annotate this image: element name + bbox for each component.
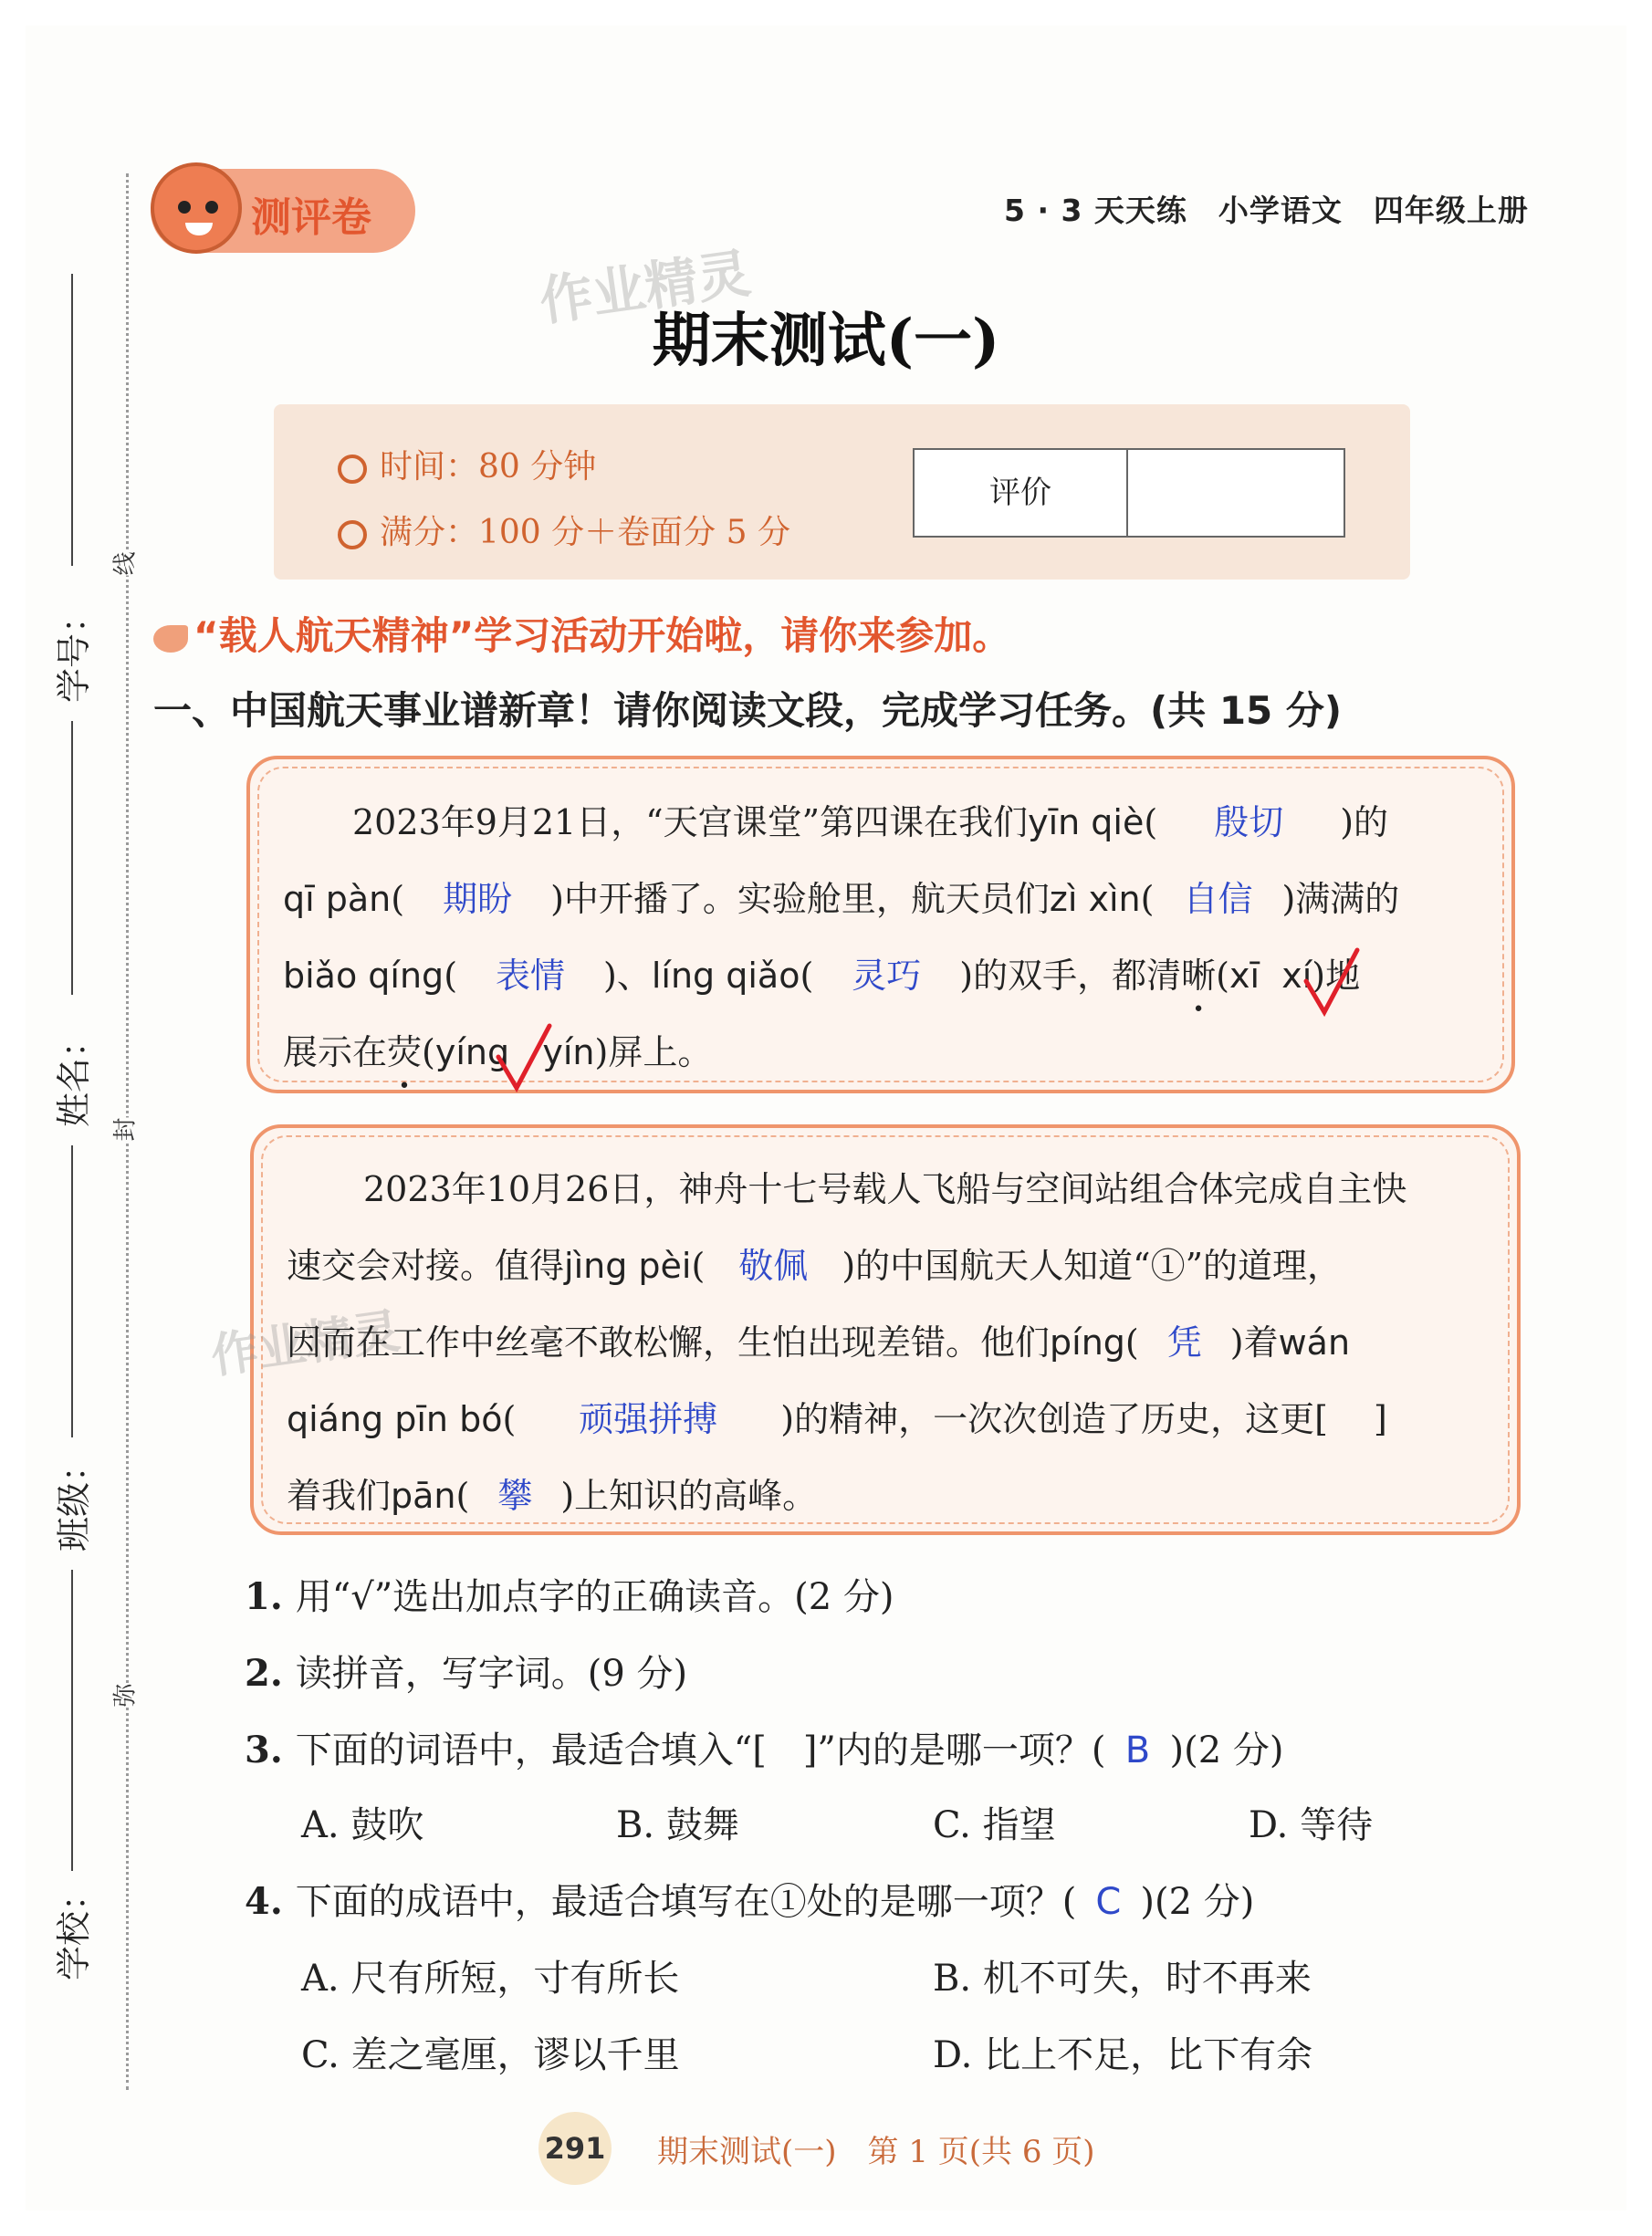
q4-option-c[interactable]: C. 差之毫厘，谬以千里 <box>301 2034 680 2076</box>
answer-qipan[interactable]: 期盼 <box>443 879 513 919</box>
cut-mark-line: 线 <box>103 551 144 575</box>
answer-wanqiang[interactable]: 顽强拼搏 <box>579 1399 718 1439</box>
option-ying[interactable]: yíng <box>434 1032 510 1072</box>
option-yin[interactable]: yín <box>542 1032 595 1072</box>
q4-option-a[interactable]: A. 尺有所短，寸有所长 <box>301 1958 680 2000</box>
passage2-line1: 2023年10月26日，神舟十七号载人飞船与空间站组合体完成自主快 <box>363 1169 1407 1209</box>
evaluation-field[interactable] <box>1128 450 1344 536</box>
score-text: 满分：100 分＋卷面分 5 分 <box>380 514 790 551</box>
answer-lingqiao[interactable]: 灵巧 <box>852 956 922 996</box>
q3-option-d[interactable]: D. 等待 <box>1249 1804 1374 1846</box>
watermark-logo-2: 作业精灵 <box>207 1303 403 1385</box>
name-label: 姓名： <box>54 1022 94 1127</box>
q3-option-a[interactable]: A. 鼓吹 <box>301 1804 424 1846</box>
passage1-line4: 展示在荧(yíng yín)屏上。 <box>283 1032 713 1072</box>
school-label: 学校： <box>54 1876 94 1980</box>
q3-option-c[interactable]: C. 指望 <box>933 1804 1056 1846</box>
time-row <box>338 441 596 487</box>
passage1-line2: qī pàn( 期盼 )中开播了。实验舱里，航天员们zì xìn( 自信 )满满的 <box>283 871 1399 921</box>
answer-q3[interactable]: B <box>1124 1729 1151 1771</box>
answer-ping[interactable]: 凭 <box>1166 1322 1202 1363</box>
passage2-line3: 因而在工作中丝毫不敢松懈，生怕出现差错。他们píng( 凭 )着wán <box>287 1314 1350 1364</box>
answer-zixin[interactable]: 自信 <box>1183 879 1253 919</box>
cartoon-boy-icon <box>151 162 242 254</box>
q4-option-b[interactable]: B. 机不可失，时不再来 <box>933 1958 1312 2000</box>
watermark-logo: 作业精灵 <box>536 242 755 333</box>
school-line <box>71 1570 73 1871</box>
footer-text: 期末测试(一) 第 1 页(共 6 页) <box>657 2134 1095 2170</box>
evaluation-box <box>913 448 1345 538</box>
q3-option-b[interactable]: B. 鼓舞 <box>616 1804 739 1846</box>
dotted-char-xi: 晰 <box>1181 956 1217 996</box>
answer-pan[interactable]: 攀 <box>497 1476 533 1516</box>
question-2: 2. 读拼音，写字词。(9 分) <box>245 1652 688 1695</box>
clock-icon <box>338 455 367 484</box>
passage1-line3: biǎo qíng( 表情 )、líng qiǎo( 灵巧 )的双手，都清晰(xī xí)地 <box>283 947 1360 998</box>
book-series: 5 · 3 天天练 小学语文 四年级上册 <box>1004 193 1529 228</box>
evaluation-label: 评价 <box>915 450 1128 536</box>
question-3: 3. 下面的词语中，最适合填入“[ ]”内的是哪一项？( B )(2 分) <box>245 1729 1284 1771</box>
student-id-label: 学号： <box>54 598 94 703</box>
cut-mark-secret: 弥 <box>103 1683 144 1707</box>
check-circle-icon <box>338 520 367 549</box>
exam-info-box <box>274 404 1410 580</box>
answer-biaoqing[interactable]: 表情 <box>496 956 566 996</box>
answer-yinqie[interactable]: 殷切 <box>1214 802 1284 842</box>
score-row <box>338 507 790 553</box>
section-heading: 一、中国航天事业谱新章！请你阅读文段，完成学习任务。(共 15 分) <box>153 688 1343 733</box>
name-line <box>71 721 73 995</box>
page-number: 291 <box>538 2112 612 2185</box>
answer-jingpei[interactable]: 敬佩 <box>738 1246 809 1286</box>
time-text: 时间：80 分钟 <box>380 448 597 486</box>
dotted-char-ying: 荧 <box>387 1032 423 1072</box>
question-1: 1. 用“√”选出加点字的正确读音。(2 分) <box>245 1575 894 1618</box>
class-label: 班级： <box>54 1447 94 1552</box>
rocket-icon <box>153 625 188 653</box>
passage2-line4: qiáng pīn bó( 顽强拼搏 )的精神，一次次创造了历史，这更[ ] <box>287 1391 1387 1441</box>
q4-option-d[interactable]: D. 比上不足，比下有余 <box>933 2034 1313 2076</box>
question-4: 4. 下面的成语中，最适合填写在①处的是哪一项？( C )(2 分) <box>245 1880 1255 1923</box>
option-xi1[interactable]: xī <box>1229 956 1260 996</box>
cut-mark-seal: 封 <box>103 1117 144 1141</box>
passage2-line2: 速交会对接。值得jìng pèi( 敬佩 )的中国航天人知道“①”的道理， <box>287 1238 1342 1288</box>
intro-text: “载人航天精神”学习活动开始啦，请你来参加。 <box>193 613 1011 658</box>
badge-label: 测评卷 <box>251 194 371 241</box>
checkmark-xi-icon <box>1301 945 1364 1018</box>
checkmark-ying-icon <box>493 1020 557 1093</box>
passage2-line5: 着我们pān( 攀 )上知识的高峰。 <box>287 1468 817 1518</box>
answer-q4[interactable]: C <box>1095 1881 1122 1923</box>
page-title: 期末测试(一) <box>652 307 1000 375</box>
passage-1 <box>246 756 1515 1093</box>
activity-intro <box>153 606 1010 661</box>
passage-2 <box>250 1124 1521 1535</box>
passage1-line1: 2023年9月21日，“天宫课堂”第四课在我们yīn qiè( 殷切 )的 <box>352 794 1388 844</box>
class-line <box>71 1145 73 1437</box>
option-xi2[interactable]: xí <box>1281 956 1312 996</box>
